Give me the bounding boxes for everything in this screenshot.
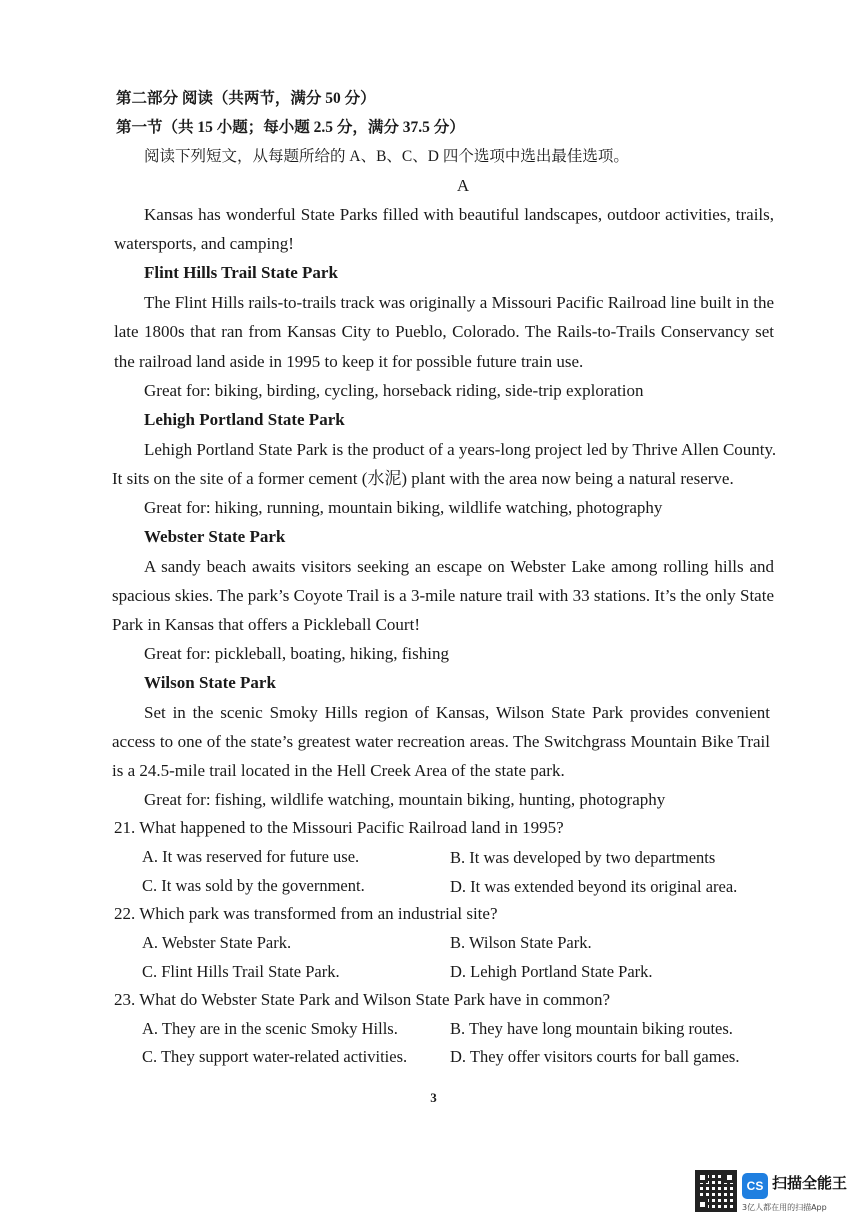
park-desc-line: It sits on the site of a former cement (水泥) plant with the area now being a natural reserve.: [112, 469, 734, 488]
park-desc-line: A sandy beach awaits visitors seeking an escape on Webster Lake among rolling hills and: [144, 557, 774, 576]
option-c: C. They support water-related activities.: [142, 1047, 408, 1066]
instruction-text: 阅读下列短文，从每题所给的 A、B、C、D 四个选项中选出最佳选项。: [144, 148, 629, 165]
option-b: B. It was developed by two departments: [450, 848, 716, 867]
park-desc-line: is a 24.5-mile trail located in the Hell Creek Area of the state park.: [112, 761, 565, 780]
option-b: B. They have long mountain biking routes.: [450, 1019, 733, 1038]
park-desc-line: spacious skies. The park’s Coyote Trail is a 3-mile nature trail with 33 stations. It’s the only State: [112, 586, 774, 605]
question-stem: 23. What do Webster State Park and Wilson State Park have in common?: [114, 990, 611, 1009]
option-d: D. Lehigh Portland State Park.: [450, 962, 653, 981]
section-heading: 第一节（共 15 小题；每小题 2.5 分，满分 37.5 分）: [116, 119, 465, 136]
question-stem: 21. What happened to the Missouri Pacific Railroad land in 1995?: [114, 818, 564, 837]
park-title: Flint Hills Trail State Park: [144, 263, 338, 282]
park-desc-line: access to one of the state’s greatest water recreation areas. The Switchgrass Mountain Bike Trail: [112, 732, 770, 751]
park-desc-line: the railroad land aside in 1995 to keep it for possible future train use.: [114, 352, 584, 371]
option-c: C. Flint Hills Trail State Park.: [142, 962, 340, 981]
passage-letter: A: [456, 176, 470, 195]
option-a: A. Webster State Park.: [142, 933, 292, 952]
camscanner-logo: CS: [742, 1173, 768, 1199]
option-d: D. It was extended beyond its original area.: [450, 877, 738, 896]
park-great-for: Great for: pickleball, boating, hiking, fishing: [144, 644, 449, 663]
park-desc-line: The Flint Hills rails-to-trails track was originally a Missouri Pacific Railroad line built in the: [144, 293, 774, 312]
option-d: D. They offer visitors courts for ball games.: [450, 1047, 740, 1066]
park-desc-line: Park in Kansas that offers a Pickleball Court!: [112, 615, 420, 634]
park-title: Webster State Park: [144, 527, 286, 546]
park-title: Wilson State Park: [144, 673, 276, 692]
qr-code-icon: [695, 1170, 737, 1212]
intro-line-1: Kansas has wonderful State Parks filled with beautiful landscapes, outdoor activities, trails,: [144, 205, 774, 224]
park-great-for: Great for: biking, birding, cycling, horseback riding, side-trip exploration: [144, 381, 644, 400]
question-stem: 22. Which park was transformed from an industrial site?: [114, 904, 498, 923]
part-heading: 第二部分 阅读（共两节，满分 50 分）: [116, 90, 376, 107]
park-great-for: Great for: hiking, running, mountain biking, wildlife watching, photography: [144, 498, 663, 517]
park-desc-line: Set in the scenic Smoky Hills region of Kansas, Wilson State Park provides convenient: [144, 703, 770, 722]
intro-line-2: watersports, and camping!: [114, 234, 294, 253]
page-number: 3: [430, 1090, 437, 1105]
option-b: B. Wilson State Park.: [450, 933, 592, 952]
option-a: A. It was reserved for future use.: [142, 847, 360, 866]
park-title: Lehigh Portland State Park: [144, 410, 345, 429]
option-c: C. It was sold by the government.: [142, 876, 365, 895]
park-great-for: Great for: fishing, wildlife watching, mountain biking, hunting, photography: [144, 790, 666, 809]
park-desc-line: Lehigh Portland State Park is the product of a years-long project led by Thrive Allen County.: [144, 440, 777, 459]
scanner-brand: 扫描全能王: [772, 1174, 848, 1192]
park-desc-line: late 1800s that ran from Kansas City to Pueblo, Colorado. The Rails-to-Trails Conservancy set: [114, 322, 774, 341]
option-a: A. They are in the scenic Smoky Hills.: [142, 1019, 398, 1038]
scanner-tagline: 3亿人都在用的扫描App: [742, 1203, 827, 1212]
